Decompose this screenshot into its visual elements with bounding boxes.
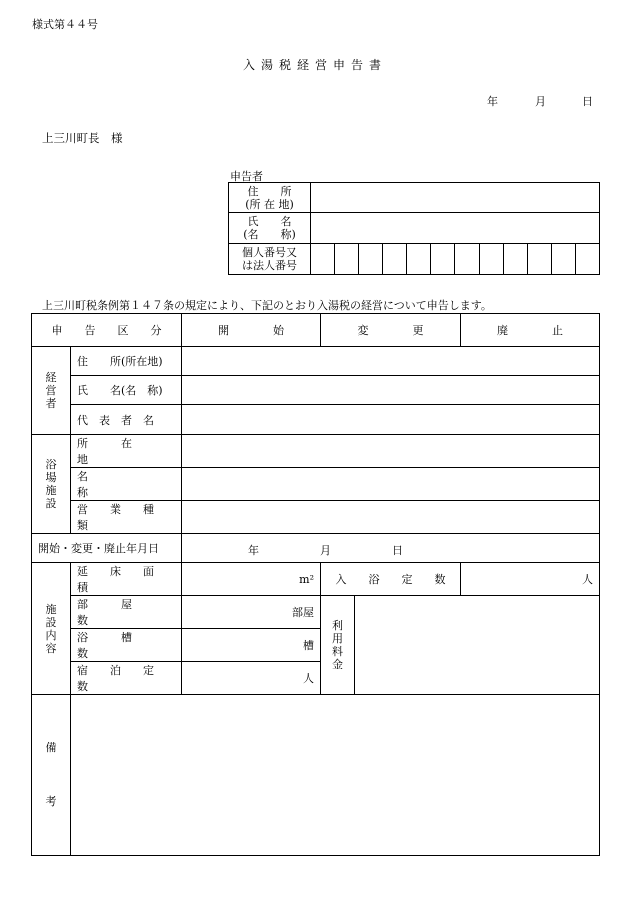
id-digit-box[interactable]	[431, 244, 455, 275]
lodging-capacity-field[interactable]: 人	[182, 662, 321, 695]
date-row-day: 日	[392, 544, 403, 557]
id-digit-box[interactable]	[575, 244, 599, 275]
form-number: 様式第４４号	[32, 18, 98, 31]
id-digit-box[interactable]	[407, 244, 431, 275]
id-digit-box[interactable]	[335, 244, 359, 275]
facility-name-label: 名 称	[71, 468, 182, 501]
date-year-label: 年	[487, 95, 498, 108]
facility-business-type-label: 営 業 種 類	[71, 501, 182, 534]
remarks-label: 備 考	[32, 695, 71, 856]
date-month-label: 月	[535, 95, 546, 108]
operator-name-field[interactable]	[182, 376, 600, 405]
remarks-field[interactable]	[71, 695, 600, 856]
floor-area-label: 延 床 面 積	[71, 563, 182, 596]
operator-group-label: 経営者	[32, 347, 71, 435]
rooms-field[interactable]: 部屋	[182, 596, 321, 629]
date-row-label: 開始・変更・廃止年月日	[32, 534, 182, 563]
bathing-capacity-field[interactable]: 人	[461, 563, 600, 596]
facility-location-field[interactable]	[182, 435, 600, 468]
facility-name-field[interactable]	[182, 468, 600, 501]
operator-address-label: 住 所(所在地)	[71, 347, 182, 376]
facility-location-label: 所 在 地	[71, 435, 182, 468]
facility-business-type-field[interactable]	[182, 501, 600, 534]
bathing-capacity-label: 入 浴 定 数	[321, 563, 461, 596]
document-title: 入湯税経営申告書	[242, 58, 387, 72]
id-digit-box[interactable]	[479, 244, 503, 275]
declaration-statement: 上三川町税条例第１４７条の規定により、下記のとおり入湯税の経営について申告します。	[42, 299, 492, 312]
category-label: 申 告 区 分	[32, 314, 182, 347]
declaration-table	[31, 313, 600, 856]
category-change[interactable]: 変 更	[321, 314, 461, 347]
id-digit-box[interactable]	[359, 244, 383, 275]
addressee: 上三川町長 様	[42, 131, 123, 145]
operator-address-field[interactable]	[182, 347, 600, 376]
tubs-field[interactable]: 槽	[182, 629, 321, 662]
lodging-capacity-label: 宿 泊 定 数	[71, 662, 182, 695]
id-digit-box[interactable]	[383, 244, 407, 275]
applicant-name-field[interactable]	[311, 213, 600, 244]
applicant-address-label: 住 所 (所 在 地)	[229, 183, 311, 213]
operator-representative-field[interactable]	[182, 405, 600, 435]
applicant-name-label: 氏 名 (名 称)	[229, 213, 311, 244]
category-abolish[interactable]: 廃 止	[461, 314, 600, 347]
operator-representative-label: 代 表 者 名	[71, 405, 182, 435]
applicant-table	[228, 182, 600, 275]
id-digit-box[interactable]	[527, 244, 551, 275]
date-row-month: 月	[320, 544, 331, 557]
applicant-label: 申告者	[230, 170, 263, 183]
id-digit-box[interactable]	[311, 244, 335, 275]
contents-group-label: 施設内容	[32, 563, 71, 695]
tubs-label: 浴 槽 数	[71, 629, 182, 662]
date-day-label: 日	[582, 95, 593, 108]
applicant-id-label: 個人番号又 は法人番号	[229, 244, 311, 275]
category-start[interactable]: 開 始	[182, 314, 321, 347]
id-digit-box[interactable]	[455, 244, 479, 275]
id-digit-box[interactable]	[551, 244, 575, 275]
fee-field[interactable]	[355, 596, 600, 695]
date-row-year: 年	[248, 544, 259, 557]
rooms-label: 部 屋 数	[71, 596, 182, 629]
applicant-address-field[interactable]	[311, 183, 600, 213]
floor-area-field[interactable]: m²	[182, 563, 321, 596]
operator-name-label: 氏 名(名 称)	[71, 376, 182, 405]
date-row-field[interactable]	[182, 534, 600, 563]
facility-group-label: 浴場施設	[32, 435, 71, 534]
id-digit-box[interactable]	[503, 244, 527, 275]
fee-label: 利用料金	[321, 596, 355, 695]
